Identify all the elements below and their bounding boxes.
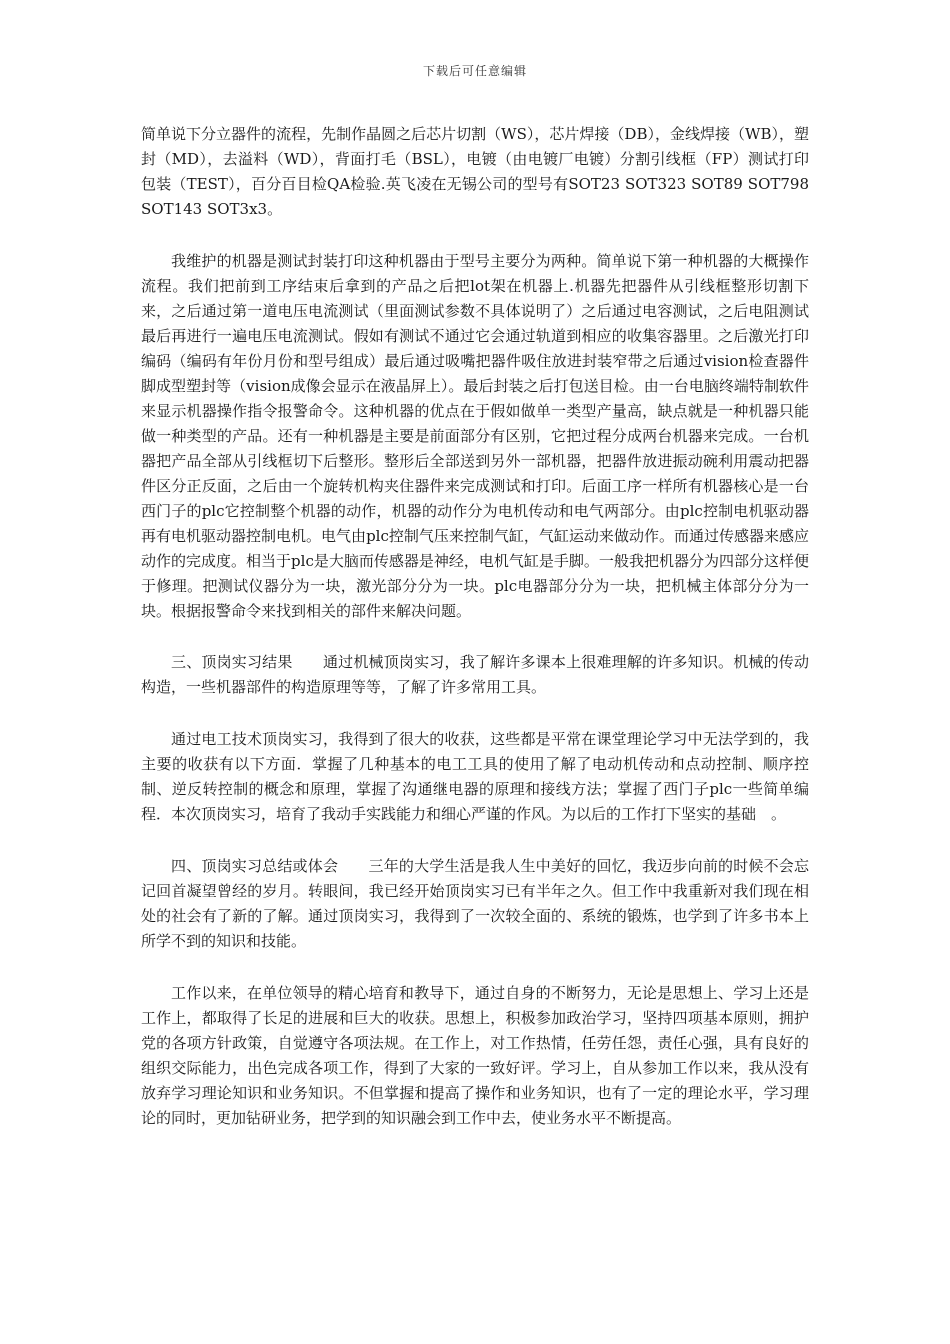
paragraph-process-intro: 简单说下分立器件的流程，先制作晶圆之后芯片切割（WS），芯片焊接（DB），金线焊接（WB），塑封（MD），去溢料（WD），背面打毛（BSL），电镀（由电镀厂电镀）分割引线框（FP）测试打印包装（TEST），百分百目检QA检验.英飞凌在无锡公司的型号有SOT23 SOT323 SOT89 SOT798 SOT143 SOT3x3。 xyxy=(141,125,809,218)
paragraph-section-four: 四、顶岗实习总结或体会 三年的大学生活是我人生中美好的回忆，我迈步向前的时候不会忘记回首凝望曾经的岁月。转眼间，我已经开始顶岗实习已有半年之久。但工作中我重新对我们现在相处的社会有了新的了解。通过顶岗实习，我得到了一次较全面的、系统的锻炼，也学到了许多书本上所学不到的知识和技能。 xyxy=(141,857,809,950)
document-body xyxy=(141,122,809,1158)
paragraph-work-summary: 工作以来，在单位领导的精心培育和教导下，通过自身的不断努力，无论是思想上、学习上还是工作上，都取得了长足的进展和巨大的收获。思想上，积极参加政治学习，坚持四项基本原则，拥护党的各项方针政策，自觉遵守各项法规。在工作上，对工作热情，任劳任怨，责任心强，具有良好的组织交际能力，出色完成各项工作，得到了大家的一致好评。学习上，自从参加工作以来，我从没有放弃学习理论知识和业务知识。不但掌握和提高了操作和业务知识，也有了一定的理论水平，学习理论的同时，更加钻研业务，把学到的知识融会到工作中去，使业务水平不断提高。 xyxy=(141,984,809,1127)
paragraph-electrical-practice: 通过电工技术顶岗实习，我得到了很大的收获，这些都是平常在课堂理论学习中无法学到的，我主要的收获有以下方面．掌握了几种基本的电工工具的使用了解了电动机传动和点动控制、顺序控制、逆反转控制的概念和原理，掌握了沟通继电器的原理和接线方法；掌握了西门子plc一些简单编程．本次顶岗实习，培育了我动手实践能力和细心严谨的作风。为以后的工作打下坚实的基础 。 xyxy=(141,730,809,823)
page-header: 下载后可任意编辑 xyxy=(422,64,527,78)
paragraph-machine-description: 我维护的机器是测试封装打印这种机器由于型号主要分为两种。简单说下第一种机器的大概操作流程。我们把前到工序结束后拿到的产品之后把lot架在机器上.机器先把器件从引线框整形切割下来，之后通过第一道电压电流测试（里面测试参数不具体说明了）之后通过电容测试，之后电阻测试最后再进行一遍电压电流测试。假如有测试不通过它会通过轨道到相应的收集容器里。之后激光打印编码（编码有年份月份和型号组成）最后通过吸嘴把器件吸住放进封装窄带之后通过vision检查器件脚成型塑封等（vision成像会显示在液晶屏上）。最后封装之后打包送目检。由一台电脑终端特制软件来显示机器操作指令报警命令。这种机器的优点在于假如做单一类型产量高，缺点就是一种机器只能做一种类型的产品。还有一种机器是主要是前面部分有区别，它把过程分成两台机器来完成。一台机器把产品全部从引线框切下后整形。整形后全部送到另外一部机器，把器件放进振动碗利用震动把器件区分正反面，之后由一个旋转机构夹住器件来完成测试和打印。后面工序一样所有机器核心是一台西门子的plc它控制整个机器的动作，机器的动作分为电机传动和电气两部分。由plc控制电机驱动器再有电机驱动器控制电机。电气由plc控制气压来控制气缸，气缸运动来做动作。而通过传感器来感应动作的完成度。相当于plc是大脑而传感器是神经，电机气缸是手脚。一般我把机器分为四部分这样便于修理。把测试仪器分为一块，激光部分分为一块。plc电器部分分为一块，把机械主体部分分为一块。根据报警命令来找到相关的部件来解决问题。 xyxy=(141,252,809,620)
paragraph-section-three: 三、顶岗实习结果 通过机械顶岗实习，我了解许多课本上很难理解的许多知识。机械的传动构造，一些机器部件的构造原理等等，了解了许多常用工具。 xyxy=(141,653,809,696)
